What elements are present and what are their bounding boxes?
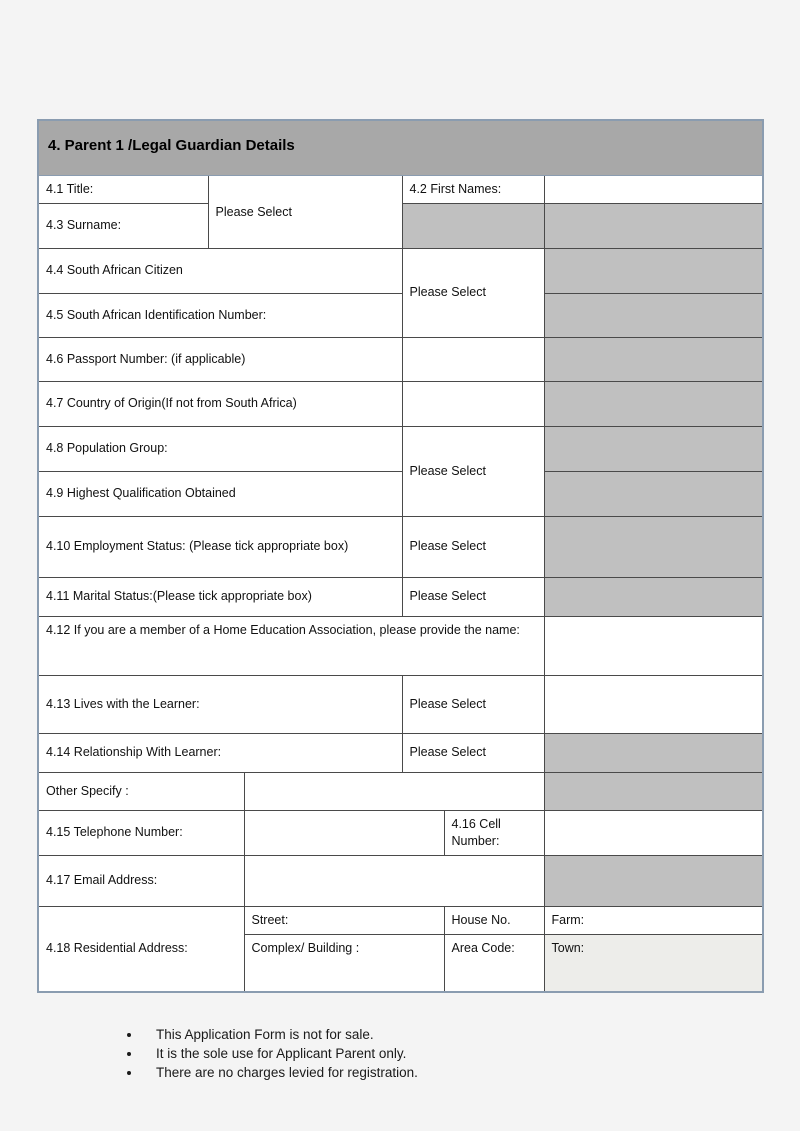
- table-row: [38, 906, 763, 934]
- field-value-sa-citizen[interactable]: Please Select: [402, 248, 544, 337]
- field-label-sa-citizen: 4.4 South African Citizen: [38, 248, 402, 293]
- list-item: • This Application Form is not for sale.: [142, 1025, 680, 1044]
- field-value-relationship[interactable]: Please Select: [402, 733, 544, 772]
- field-label-house-no[interactable]: House No.: [444, 906, 544, 934]
- field-value-employment-status[interactable]: Please Select: [402, 516, 544, 577]
- field-value-population-group[interactable]: Please Select: [402, 426, 544, 516]
- field-shade-population-group: [544, 426, 763, 471]
- field-shade-employment-status: [544, 516, 763, 577]
- field-value-highest-qualification: [544, 471, 763, 516]
- table-row: [38, 855, 763, 906]
- table-row: [38, 772, 763, 810]
- field-label-street[interactable]: Street:: [244, 906, 444, 934]
- field-value-home-education[interactable]: [544, 616, 763, 675]
- field-value-surname: [402, 203, 544, 248]
- field-label-town[interactable]: Town:: [544, 934, 763, 992]
- field-value-other-specify[interactable]: [244, 772, 544, 810]
- field-label-highest-qualification: 4.9 Highest Qualification Obtained: [38, 471, 402, 516]
- field-label-farm[interactable]: Farm:: [544, 906, 763, 934]
- field-label-population-group: 4.8 Population Group:: [38, 426, 402, 471]
- table-row: [38, 176, 763, 204]
- table-row: [38, 471, 763, 516]
- section-header-row: [38, 120, 763, 176]
- field-value-marital-status[interactable]: Please Select: [402, 577, 544, 616]
- field-label-cell: 4.16 Cell Number:: [444, 810, 544, 855]
- field-label-area-code[interactable]: Area Code:: [444, 934, 544, 992]
- field-spacer-surname: [544, 203, 763, 248]
- table-row: [38, 810, 763, 855]
- footer-notes: [120, 1025, 680, 1082]
- field-value-sa-id: [544, 293, 763, 337]
- field-value-email[interactable]: [244, 855, 544, 906]
- list-item: • There are no charges levied for registration.: [142, 1063, 680, 1082]
- field-value-lives-with-learner[interactable]: Please Select: [402, 675, 544, 733]
- field-shade-relationship: [544, 733, 763, 772]
- field-value-passport[interactable]: [402, 337, 544, 381]
- field-label-lives-with-learner: 4.13 Lives with the Learner:: [38, 675, 402, 733]
- field-label-employment-status: 4.10 Employment Status: (Please tick appropriate box): [38, 516, 402, 577]
- field-label-first-names: 4.2 First Names:: [402, 176, 544, 204]
- field-shade-passport: [544, 337, 763, 381]
- table-row: [38, 733, 763, 772]
- field-blank-lives-with-learner[interactable]: [544, 675, 763, 733]
- table-row: [38, 248, 763, 293]
- table-row: [38, 516, 763, 577]
- list-item: • It is the sole use for Applicant Parent only.: [142, 1044, 680, 1063]
- section-title: 4. Parent 1 /Legal Guardian Details: [38, 120, 763, 176]
- field-shade-other-specify: [544, 772, 763, 810]
- field-label-home-education: 4.12 If you are a member of a Home Education Association, please provide the name:: [38, 616, 544, 675]
- footer-notes-list: [120, 1025, 680, 1082]
- table-row: [38, 293, 763, 337]
- field-label-passport: 4.6 Passport Number: (if applicable): [38, 337, 402, 381]
- field-shade-country-origin: [544, 381, 763, 426]
- table-row: [38, 675, 763, 733]
- field-label-sa-id: 4.5 South African Identification Number:: [38, 293, 402, 337]
- table-row: [38, 381, 763, 426]
- field-label-surname: 4.3 Surname:: [38, 203, 208, 248]
- field-label-country-origin: 4.7 Country of Origin(If not from South Africa): [38, 381, 402, 426]
- field-shade-email: [544, 855, 763, 906]
- field-label-email: 4.17 Email Address:: [38, 855, 244, 906]
- field-label-residential-address: 4.18 Residential Address:: [38, 906, 244, 991]
- field-value-title[interactable]: Please Select: [208, 176, 402, 249]
- parent-guardian-details-form: [37, 119, 764, 993]
- table-row: [38, 426, 763, 471]
- field-label-other-specify: Other Specify :: [38, 772, 244, 810]
- field-value-country-origin[interactable]: [402, 381, 544, 426]
- field-label-relationship: 4.14 Relationship With Learner:: [38, 733, 402, 772]
- field-value-first-names[interactable]: [544, 176, 763, 204]
- field-shade-marital-status: [544, 577, 763, 616]
- field-shade-sa-citizen: [544, 248, 763, 293]
- table-row: [38, 337, 763, 381]
- field-label-marital-status: 4.11 Marital Status:(Please tick appropriate box): [38, 577, 402, 616]
- field-value-cell[interactable]: [544, 810, 763, 855]
- table-row: [38, 616, 763, 675]
- field-label-complex-building[interactable]: Complex/ Building :: [244, 934, 444, 992]
- table-row: [38, 577, 763, 616]
- field-label-telephone: 4.15 Telephone Number:: [38, 810, 244, 855]
- field-label-title: 4.1 Title:: [38, 176, 208, 204]
- field-value-telephone[interactable]: [244, 810, 444, 855]
